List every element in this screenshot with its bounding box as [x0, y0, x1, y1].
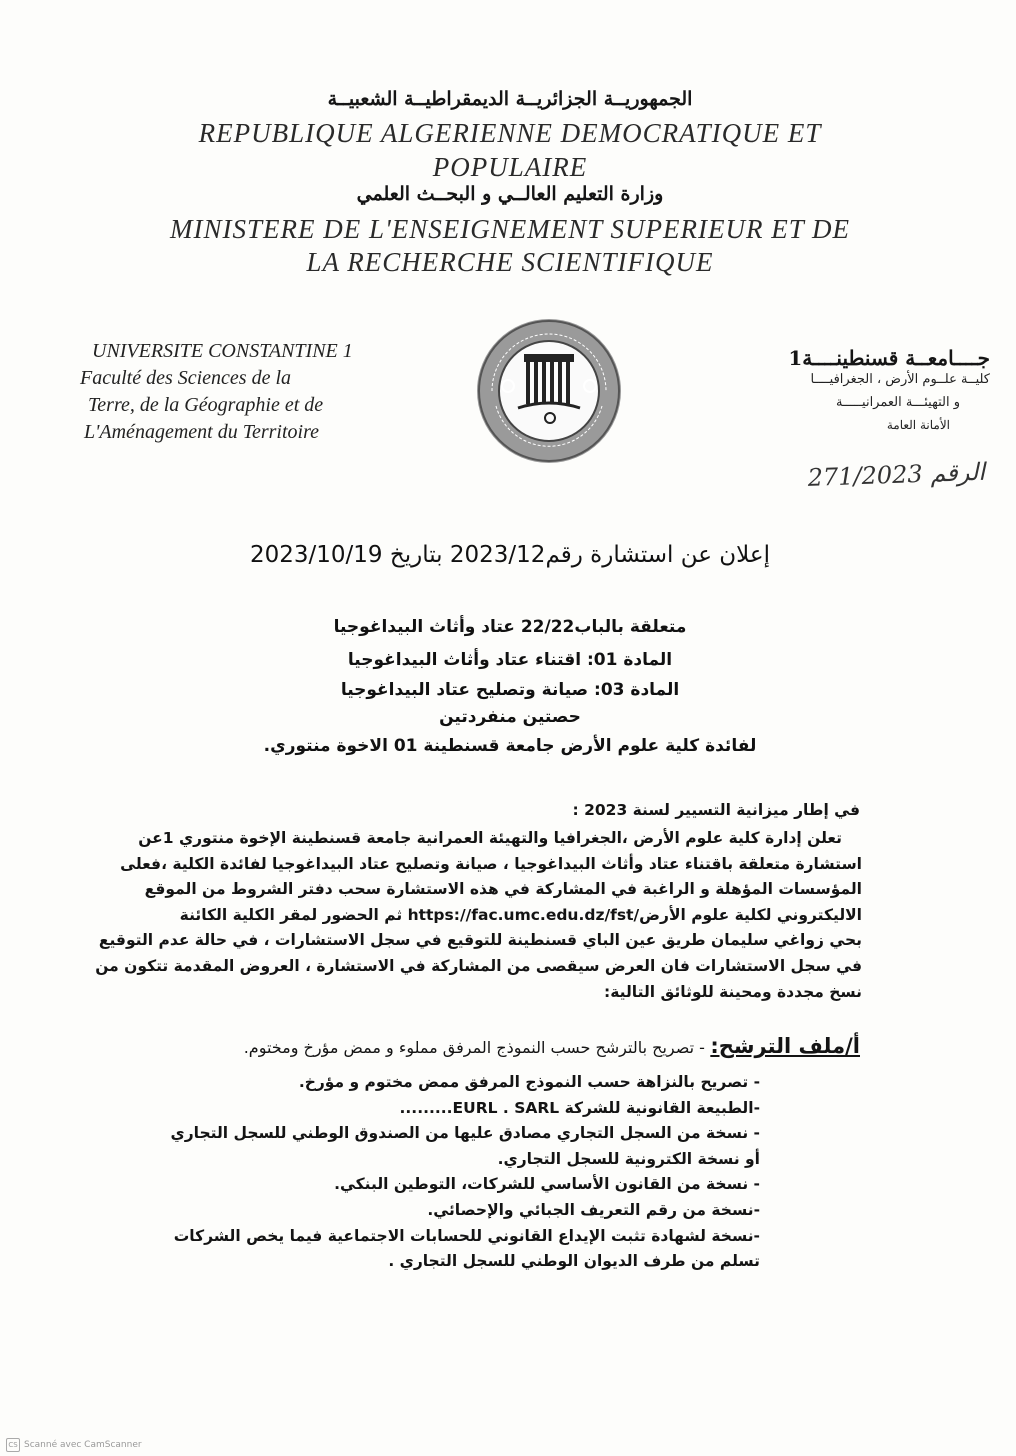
body-intro: في إطار ميزانية التسيير لسنة 2023 : — [572, 801, 860, 819]
dossier-item: -نسخة لشهادة تثبت الإيداع القانوني للحسابات الاجتماعية فيما يخص الشركات — [173, 1226, 760, 1245]
french-republic-title-line1: REPUBLIQUE ALGERIENNE DEMOCRATIQUE ET — [198, 118, 822, 148]
body-line: بحي زواغي سليمان طريق عين الباي قسنطينة للتوقيع في سجل الاستشارات ، في حالة عدم التوقيع — [98, 931, 862, 950]
dossier-section — [120, 1034, 860, 1062]
french-ministry-title-line2: LA RECHERCHE SCIENTIFIQUE — [306, 247, 714, 277]
dossier-item: تسلم من طرف الديوان الوطني للسجل التجاري . — [388, 1252, 760, 1271]
dossier-item: -نسخة من رقم التعريف الجبائي والإحصائي. — [427, 1200, 760, 1219]
announcement-subtitle-lots: حصتين منفردتين — [439, 707, 581, 727]
camscanner-watermark: Scanné avec CamScanner — [24, 1440, 142, 1450]
dossier-first-line — [120, 1034, 860, 1062]
university-logo — [474, 316, 624, 466]
body-line: الاليكتروني لكلية علوم الأرض/https://fac.umc.edu.dz/fst ثم الحضور لمقر الكلية الكائنة — [179, 905, 862, 924]
body-line: استشارة متعلقة باقتناء عتاد وأثاث البيداغوجيا ، صيانة وتصليح عتاد البيداغوجيا لفائدة الكلية ،فعلى — [120, 854, 862, 873]
faculty-ar-line2: و التهيئـــة العمرانيـــــة — [836, 395, 960, 410]
university-fr-name: UNIVERSITE CONSTANTINE 1 — [92, 340, 353, 362]
university-ar-name: جــــامعــة قسنطينــــة1 — [788, 346, 990, 370]
arabic-republic-title: الجمهوريــة الجزائريــة الديمقراطيــة الشعبيــة — [327, 88, 693, 110]
dossier-heading: أ/ملف الترشح: — [710, 1034, 860, 1058]
university-fr-block — [80, 338, 460, 446]
body-line: في سجل الاستشارات فان العرض سيقصى من المشاركة في الاستشارة ، العروض المقدمة تتكون من — [95, 956, 862, 975]
dossier-item: - تصريح بالترشح حسب النموذج المرفق مملوء و ممض مؤرخ ومختوم. — [243, 1038, 705, 1057]
dossier-item: -الطبيعة القانونية للشركة EURL . SARL......... — [399, 1098, 760, 1117]
body-line: تعلن إدارة كلية علوم الأرض ،الجغرافيا والتهيئة العمرانية جامعة قسنطينة الإخوة منتوري 1عن — [138, 829, 842, 847]
dossier-item: - نسخة من السجل التجاري مصادق عليها من الصندوق الوطني للسجل التجاري — [170, 1124, 760, 1143]
general-secretariat: الأمانة العامة — [886, 418, 950, 432]
french-republic-title-line2: POPULAIRE — [432, 152, 588, 182]
arabic-ministry-title: وزارة التعليم العالــي و البحــث العلمي — [356, 183, 664, 205]
faculty-ar-line1: كليــة علــوم الأرض ، الجغرافيــــا — [810, 372, 990, 387]
faculty-fr-line3: L'Aménagement du Territoire — [84, 421, 320, 443]
body-paragraph — [92, 826, 862, 1005]
university-ar-block — [740, 346, 990, 432]
faculty-fr-line2: Terre, de la Géographie et de — [88, 394, 324, 416]
dossier-item: أو نسخة الكترونية للسجل التجاري. — [497, 1149, 760, 1168]
dossier-list — [120, 1070, 760, 1275]
announcement-subtitle-article03: المادة 03: صيانة وتصليح عتاد البيداغوجيا — [340, 680, 680, 700]
body-line: نسخ مجددة ومحينة للوثائق التالية: — [604, 982, 862, 1001]
announcement-subtitle-article01: المادة 01: اقتناء عتاد وأثاث البيداغوجيا — [347, 650, 673, 670]
camscanner-logo-icon: CS — [6, 1438, 20, 1452]
announcement-subtitle-chapter: متعلقة بالباب22/22 عتاد وأثاث البيداغوجيا — [333, 617, 687, 637]
university-seal-icon — [474, 316, 624, 466]
dossier-item: - تصريح بالنزاهة حسب النموذج المرفق ممض مختوم و مؤرخ. — [298, 1073, 760, 1091]
dossier-item: - نسخة من القانون الأساسي للشركات، التوطين البنكي. — [334, 1175, 760, 1194]
announcement-subtitle-beneficiary: لفائدة كلية علوم الأرض جامعة قسنطينة 01 الاخوة منتوري. — [263, 736, 757, 756]
announcement-title: إعلان عن استشارة رقم2023/12 بتاريخ 2023/10/19 — [249, 542, 771, 568]
french-ministry-title-line1: MINISTERE DE L'ENSEIGNEMENT SUPERIEUR ET DE — [170, 214, 850, 244]
faculty-fr-line1: Faculté des Sciences de la — [80, 367, 292, 389]
body-line: المؤسسات المؤهلة و الراغبة في المشاركة في هذه الاستشارة سحب دفتر الشروط من الموقع — [144, 880, 862, 899]
handwritten-reference-number: الرقم 271/2023 — [807, 457, 986, 492]
